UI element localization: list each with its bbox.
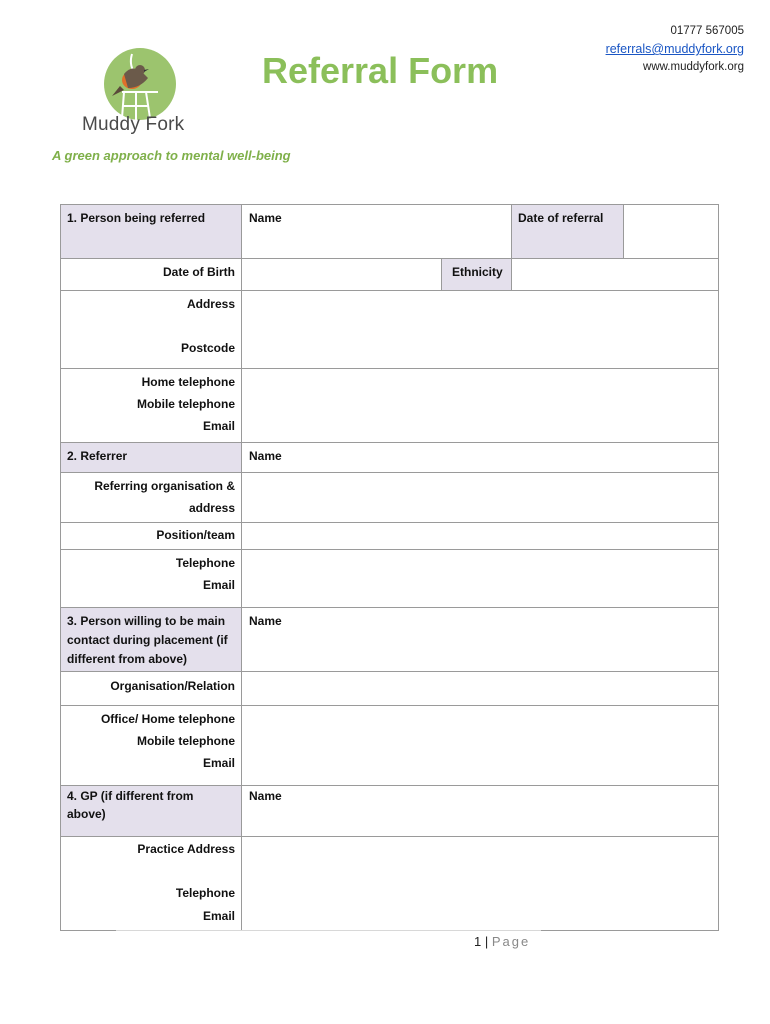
phone-number: 01777 567005 bbox=[670, 25, 744, 37]
gp-address-label-cell: Practice Address Telephone Email bbox=[61, 837, 242, 930]
gp-name-label: Name bbox=[249, 789, 282, 803]
person-name-row bbox=[60, 204, 719, 259]
dob-label-cell: Date of Birth bbox=[61, 259, 242, 290]
position-label-cell: Position/team bbox=[61, 523, 242, 549]
date-of-referral-label: Date of referral bbox=[518, 211, 604, 225]
referrer-phone-row bbox=[60, 550, 719, 608]
person-address-row bbox=[60, 291, 719, 369]
footer-divider bbox=[116, 930, 541, 931]
referrer-org-row bbox=[60, 473, 719, 523]
contact-phone-row bbox=[60, 706, 719, 786]
referrer-phone-label-cell: Telephone Email bbox=[61, 550, 242, 607]
section-heading-contact: 3. Person willing to be main contact during placement (if different from above) bbox=[61, 608, 242, 671]
referrer-org-label-cell: Referring organisation & address bbox=[61, 473, 242, 522]
referrer-position-row bbox=[60, 523, 719, 550]
gp-name-row bbox=[60, 786, 719, 837]
referrer-name-label: Name bbox=[249, 449, 282, 463]
contact-org-row bbox=[60, 672, 719, 706]
section-heading-person: 1. Person being referred bbox=[61, 205, 242, 258]
tagline: A green approach to mental well-being bbox=[52, 148, 291, 163]
email-link[interactable]: referrals@muddyfork.org bbox=[605, 42, 744, 56]
website: www.muddyfork.org bbox=[643, 61, 744, 73]
contact-name-label: Name bbox=[249, 614, 282, 628]
section-heading-gp: 4. GP (if different from above) bbox=[61, 786, 242, 836]
referral-form-table bbox=[60, 204, 719, 931]
contact-org-label-cell: Organisation/Relation bbox=[61, 672, 242, 705]
referrer-name-row bbox=[60, 443, 719, 473]
person-phone-row bbox=[60, 369, 719, 443]
person-phone-label-cell: Home telephone Mobile telephone Email bbox=[61, 369, 242, 442]
person-dob-row bbox=[60, 259, 719, 291]
page-title: Referral Form bbox=[262, 50, 499, 91]
person-name-label: Name bbox=[249, 211, 282, 225]
logo-text: Muddy Fork bbox=[82, 114, 185, 135]
section-heading-referrer: 2. Referrer bbox=[61, 443, 242, 472]
contact-name-row bbox=[60, 608, 719, 672]
gp-address-row bbox=[60, 837, 719, 931]
ethnicity-label: Ethnicity bbox=[452, 265, 503, 279]
address-label-cell: Address Postcode bbox=[61, 291, 242, 368]
page-number: 1 | Page bbox=[474, 934, 531, 949]
contact-phone-label-cell: Office/ Home telephone Mobile telephone Email bbox=[61, 706, 242, 785]
contact-block bbox=[606, 22, 744, 76]
